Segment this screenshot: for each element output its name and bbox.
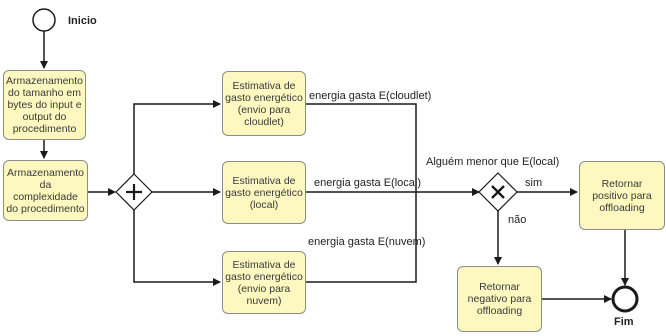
flow-gateway-to-cloud	[134, 210, 220, 282]
label-energy-cloud: energia gasta E(nuvem)	[308, 236, 426, 248]
task-estimate-cloud: Estimativa de gasto energético (envio para nuvem)	[222, 251, 306, 314]
task-store-complexity: Armazenamento da complexidade do procedimento	[3, 160, 88, 221]
task-store-size: Armazenamento do tamanho em bytes do input e output do procedimento	[3, 70, 86, 140]
start-event	[33, 9, 55, 31]
task-return-negative: Retornar negativo para offloading	[457, 266, 542, 332]
task-return-positive: Retornar positivo para offloading	[579, 161, 665, 230]
label-energy-local: energia gasta E(local)	[314, 177, 422, 189]
end-event	[613, 287, 637, 311]
end-event-label: Fim	[614, 316, 634, 328]
flow-gateway-to-cloudlet	[134, 104, 220, 174]
task-estimate-cloudlet: Estimativa de gasto energético (envio para cloudlet)	[222, 71, 306, 136]
start-event-label: Inicio	[68, 15, 97, 27]
label-no: não	[508, 214, 527, 226]
label-gateway-question: Alguém menor que E(local)	[426, 156, 560, 168]
label-yes: sim	[525, 177, 543, 189]
task-estimate-local: Estimativa de gasto energético (local)	[222, 161, 306, 224]
label-energy-cloudlet: energia gasta E(cloudlet)	[309, 90, 432, 102]
